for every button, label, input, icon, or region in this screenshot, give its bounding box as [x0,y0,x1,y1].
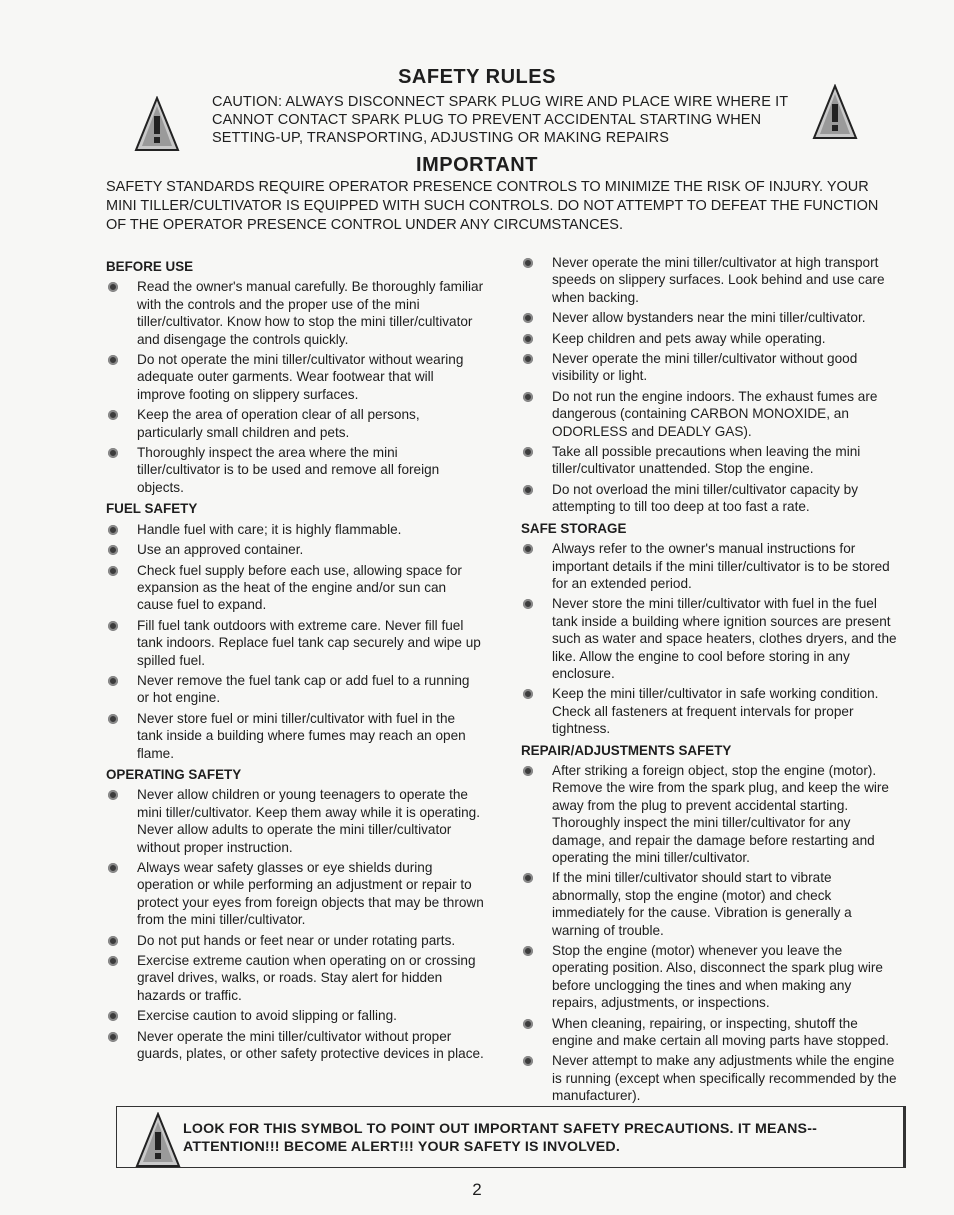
list-item [104,1028,484,1063]
bullet-dot-icon [523,447,533,457]
bullet-dot-icon [523,313,533,323]
list-item-text: Take all possible precautions when leaving the mini tiller/cultivator unattended. Stop the engine. [552,444,861,477]
list-item-text: Do not run the engine indoors. The exhaust fumes are dangerous (containing CARBON MONOXIDE, an ODORLESS and DEADLY GAS). [552,388,878,439]
list-item-text: After striking a foreign object, stop the engine (motor). Remove the wire from the spark plug, and keep the wire away from the plug to prevent accidental starting. Thoroughly inspect the mini tiller/cultivator for any damage, and repair the damage before restarting and operating the mini tiller/cultivator. [552,762,889,865]
list-item-text: Do not put hands or feet near or under rotating parts. [137,932,456,948]
bullet-dot-icon [523,334,533,344]
section-heading: SAFE STORAGE [521,520,627,536]
page-title: SAFETY RULES [398,66,556,88]
bullet-dot-icon [108,545,118,555]
list-item-text: Never remove the fuel tank cap or add fuel to a running or hot engine. [137,672,470,706]
warning-triangle-icon [134,96,180,152]
list-item [519,350,899,385]
bullet-dot-icon [523,485,533,495]
bullet-dot-icon [523,766,533,776]
list-item-text: Never store fuel or mini tiller/cultivator with fuel in the tank inside a building where fumes may reach an open flame. [137,710,466,761]
list-item [519,540,899,592]
list-item [519,595,899,682]
bullet-dot-icon [108,676,118,686]
list-item-text: Thoroughly inspect the area where the mini tiller/cultivator is to be used and remove all foreign objects. [137,445,440,495]
list-item [104,617,484,669]
list-item-text: Never operate the mini tiller/cultivator at high transport speeds on slippery surfaces. Look behind and use care when backing. [552,255,885,305]
list-item [519,762,899,866]
list-item [104,672,484,707]
list-item-text: Never allow bystanders near the mini tiller/cultivator. [552,310,866,326]
list-item-text: Check fuel supply before each use, allowing space for expansion as the heat of the engine and/or sun can cause fuel to expand. [137,562,462,613]
section-heading: FUEL SAFETY [106,501,198,517]
list-item-text: Never operate the mini tiller/cultivator without proper guards, plates, or other safety protective devices in place. [137,1028,484,1062]
bullet-dot-icon [108,1032,118,1042]
list-item [519,942,899,1012]
list-item [104,541,484,558]
list-item-text: Read the owner's manual carefully. Be thoroughly familiar with the controls and the proper use of the mini tiller/cultivator. Know how to stop the mini tiller/cultivator and disengage the controls quickly. [137,279,484,347]
section-heading: BEFORE USE [106,259,194,274]
bullet-dot-icon [523,946,533,956]
important-heading: IMPORTANT [416,154,538,176]
intro-text: SAFETY STANDARDS REQUIRE OPERATOR PRESENCE CONTROLS TO MINIMIZE THE RISK OF INJURY. YOUR MINI TILLER/CULTIVATOR IS EQUIPPED WITH SUCH CONTROLS. DO NOT ATTEMPT TO DEFEAT THE FUNCTION OF THE OPERATOR PRESENCE CONTROL UNDER ANY CIRCUMSTANCES. [106,179,879,233]
list-item-text: Do not operate the mini tiller/cultivator without wearing adequate outer garments. Wear footwear that will improve footing on slippery surfaces. [137,352,464,402]
list-item [104,351,484,403]
warning-triangle-icon [812,84,858,140]
list-item [519,443,899,478]
footer-notice: LOOK FOR THIS SYMBOL TO POINT OUT IMPORTANT SAFETY PRECAUTIONS. IT MEANS-- ATTENTION!!! BECOME ALERT!!! YOUR SAFETY IS INVOLVED. [183,1121,818,1155]
list-item [104,1007,484,1024]
list-item-text: Never attempt to make any adjustments while the engine is running (except when specifically recommended by the manufacturer). [552,1053,897,1104]
list-item [519,685,899,737]
list-item [519,309,899,326]
list-item [104,521,484,538]
bullet-dot-icon [108,1011,118,1021]
bullet-dot-icon [523,544,533,554]
list-item [104,710,484,762]
list-item-text: Keep children and pets away while operating. [552,330,826,346]
list-item-text: Handle fuel with care; it is highly flammable. [137,521,402,537]
bullet-dot-icon [108,714,118,724]
bullet-dot-icon [108,790,118,800]
bullet-dot-icon [523,392,533,402]
bullet-dot-icon [108,956,118,966]
list-item [104,932,484,949]
list-item [104,444,484,496]
list-item [519,388,899,440]
list-item [104,786,484,856]
list-item [104,952,484,1004]
bullet-dot-icon [523,354,533,364]
list-item [104,278,484,348]
list-item-text: If the mini tiller/cultivator should start to vibrate abnormally, stop the engine (motor) and check immediately for the cause. Vibration is generally a warning of trouble. [552,870,852,938]
section-heading: OPERATING SAFETY [106,766,242,782]
list-item [519,481,899,516]
list-item-text: Stop the engine (motor) whenever you leave the operating position. Also, disconnect the spark plug wire before unclogging the tines and when making any repairs, adjustments, or inspections. [552,943,883,1011]
bullet-dot-icon [523,1019,533,1029]
list-item-text: Keep the area of operation clear of all persons, particularly small children and pets. [137,407,420,440]
warning-triangle-icon [135,1112,181,1168]
list-item [519,254,899,306]
bullet-dot-icon [108,410,118,420]
list-item [519,1015,899,1050]
list-item-text: When cleaning, repairing, or inspecting, shutoff the engine and make certain all moving parts have stopped. [552,1015,890,1049]
footer-notice-box [116,1106,906,1168]
bullet-dot-icon [108,448,118,458]
list-item-text: Keep the mini tiller/cultivator in safe working condition. Check all fasteners at frequent intervals for proper tightness. [552,686,879,737]
list-item [519,1052,899,1104]
list-item [519,869,899,939]
list-item [519,330,899,347]
bullet-dot-icon [523,689,533,699]
bullet-dot-icon [108,621,118,631]
list-item-text: Exercise caution to avoid slipping or falling. [137,1008,397,1024]
list-item-text: Never store the mini tiller/cultivator with fuel in the fuel tank inside a building where ignition sources are present such as water and space heaters, clothes dryers, and the like. Allow the engine to cool before storing in any enclosure. [552,596,897,681]
list-item-text: Always wear safety glasses or eye shields during operation or while performing an adjustment or repair to protect your eyes from foreign objects that may be thrown from the mini tiller/cultivator. [137,860,484,928]
right-column [519,254,899,1108]
section-heading: REPAIR/ADJUSTMENTS SAFETY [521,742,732,758]
bullet-dot-icon [523,258,533,268]
bullet-dot-icon [523,873,533,883]
list-item [104,406,484,441]
bullet-dot-icon [108,355,118,365]
bullet-dot-icon [108,525,118,535]
list-item [104,859,484,929]
list-item-text: Fill fuel tank outdoors with extreme care. Never fill fuel tank indoors. Replace fuel tank cap securely and wipe up spilled fuel. [137,617,481,668]
bullet-dot-icon [108,863,118,873]
bullet-dot-icon [108,566,118,576]
left-column [104,254,484,1065]
list-item-text: Always refer to the owner's manual instructions for important details if the mini tiller/cultivator is to be stored for an extended period. [552,541,890,591]
list-item [104,562,484,614]
list-item-text: Never allow children or young teenagers to operate the mini tiller/cultivator. Keep them away while it is operating. Never allow adults to operate the mini tiller/cultivator without proper instruction. [137,787,481,855]
list-item-text: Do not overload the mini tiller/cultivator capacity by attempting to till too deep at too fast a rate. [552,481,858,515]
bullet-dot-icon [108,282,118,292]
bullet-dot-icon [523,1056,533,1066]
list-item-text: Exercise extreme caution when operating on or crossing gravel drives, walks, or roads. Stay alert for hidden hazards or traffic. [137,953,476,1003]
list-item-text: Use an approved container. [137,542,304,558]
bullet-dot-icon [523,599,533,609]
page-number: 2 [472,1180,482,1199]
list-item-text: Never operate the mini tiller/cultivator without good visibility or light. [552,351,858,384]
caution-text: CAUTION: ALWAYS DISCONNECT SPARK PLUG WIRE AND PLACE WIRE WHERE IT CANNOT CONTACT SPARK PLUG TO PREVENT ACCIDENTAL STARTING WHEN SETTING-UP, TRANSPORTING, ADJUSTING OR MAKING REPAIRS [212,94,788,146]
bullet-dot-icon [108,936,118,946]
